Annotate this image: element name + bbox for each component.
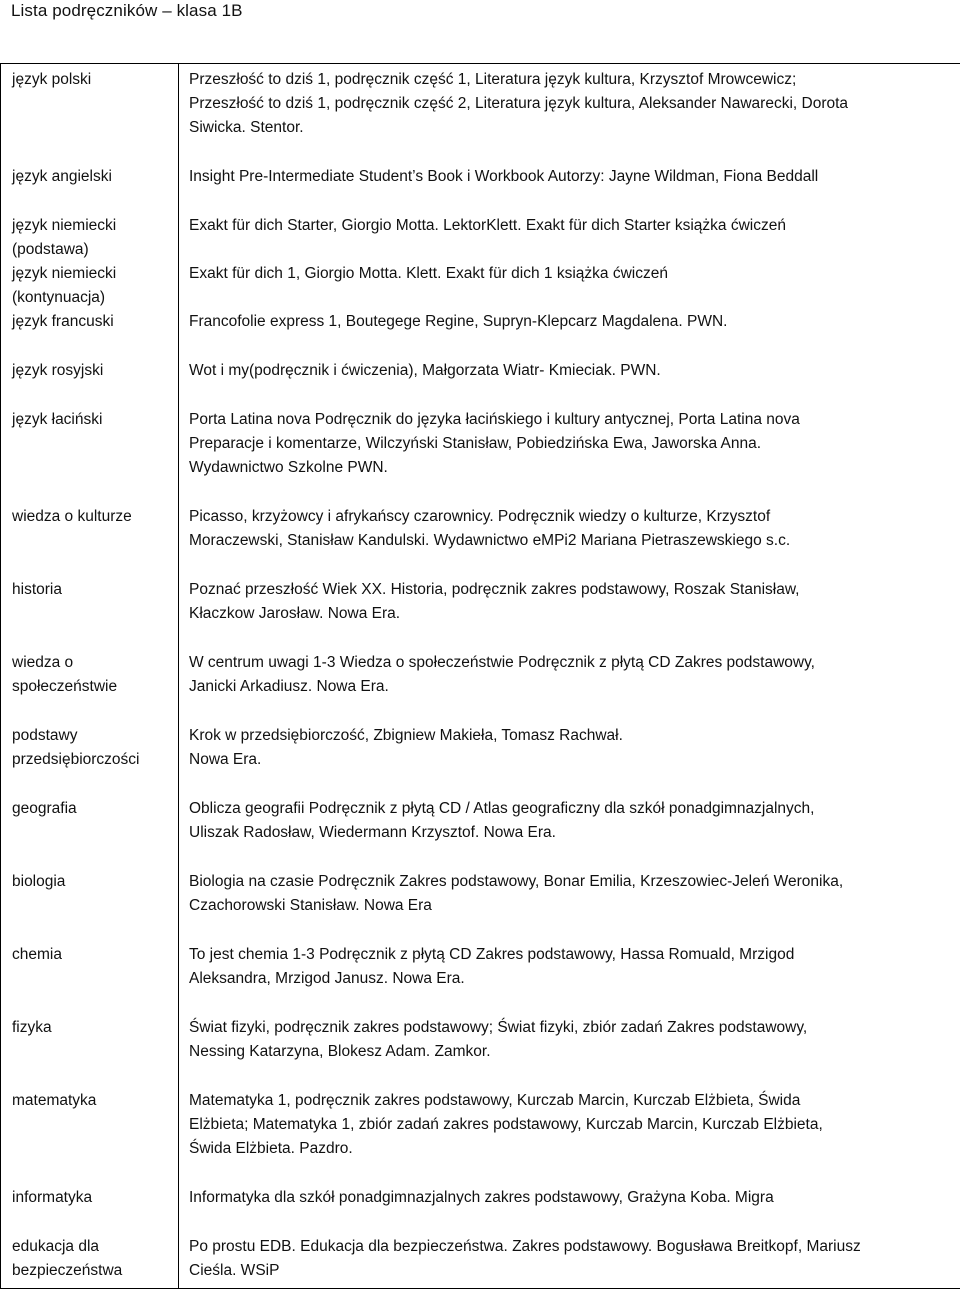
book-line: Czachorowski Stanisław. Nowa Era bbox=[189, 897, 432, 914]
book-line: Wot i my(podręcznik i ćwiczenia), Małgorzata Wiatr- Kmieciak. PWN. bbox=[189, 362, 661, 379]
books-cell bbox=[179, 505, 960, 578]
subject-label: język francuski bbox=[12, 313, 114, 330]
subject-cell bbox=[1, 408, 179, 505]
subject-cell bbox=[1, 1016, 179, 1089]
subject-cell bbox=[1, 943, 179, 1016]
table-row bbox=[1, 165, 960, 214]
subject-cell bbox=[1, 310, 179, 359]
table-row bbox=[1, 1186, 960, 1235]
books-cell bbox=[179, 1016, 960, 1089]
book-line: Siwicka. Stentor. bbox=[189, 119, 304, 136]
book-line: Elżbieta; Matematyka 1, zbiór zadań zakres podstawowy, Kurczab Marcin, Kurczab Elżbieta, bbox=[189, 1116, 823, 1133]
subject-label: matematyka bbox=[12, 1092, 97, 1109]
book-line: Kłaczkow Jarosław. Nowa Era. bbox=[189, 605, 401, 622]
subject-label: język angielski bbox=[12, 168, 112, 185]
book-line: Francofolie express 1, Boutegege Regine, Supryn-Klepcarz Magdalena. PWN. bbox=[189, 313, 728, 330]
subject-cell bbox=[1, 262, 179, 310]
book-line: Po prostu EDB. Edukacja dla bezpieczeństwa. Zakres podstawowy. Bogusława Breitkopf, Mariusz bbox=[189, 1238, 861, 1255]
books-cell bbox=[179, 359, 960, 408]
subject-label: społeczeństwie bbox=[12, 678, 118, 695]
subject-cell bbox=[1, 651, 179, 724]
subject-label: język rosyjski bbox=[12, 362, 104, 379]
subject-label: przedsiębiorczości bbox=[12, 751, 140, 768]
book-line: Krok w przedsiębiorczość, Zbigniew Makieła, Tomasz Rachwał. bbox=[189, 727, 623, 744]
subject-cell bbox=[1, 724, 179, 797]
books-cell bbox=[179, 262, 960, 310]
subject-label: edukacja dla bbox=[12, 1238, 100, 1255]
subject-label: język łaciński bbox=[12, 411, 103, 428]
book-line: Aleksandra, Mrzigod Janusz. Nowa Era. bbox=[189, 970, 465, 987]
books-cell bbox=[179, 578, 960, 651]
table-row bbox=[1, 310, 960, 359]
books-cell bbox=[179, 64, 960, 166]
subject-cell bbox=[1, 797, 179, 870]
table-row bbox=[1, 724, 960, 797]
book-line: Biologia na czasie Podręcznik Zakres podstawowy, Bonar Emilia, Krzeszowiec-Jeleń Weronika, bbox=[189, 873, 844, 890]
book-line: Przeszłość to dziś 1, podręcznik część 2, Literatura język kultura, Aleksander Nawarecki, Dorota bbox=[189, 95, 849, 112]
books-cell bbox=[179, 943, 960, 1016]
book-line: Nowa Era. bbox=[189, 751, 262, 768]
book-line: Matematyka 1, podręcznik zakres podstawowy, Kurczab Marcin, Kurczab Elżbieta, Świda bbox=[189, 1092, 801, 1109]
subject-label: bezpieczeństwa bbox=[12, 1262, 123, 1279]
book-line: To jest chemia 1-3 Podręcznik z płytą CD Zakres podstawowy, Hassa Romuald, Mrzigod bbox=[189, 946, 795, 963]
table-row bbox=[1, 64, 960, 166]
book-line: Poznać przeszłość Wiek XX. Historia, podręcznik zakres podstawowy, Roszak Stanisław, bbox=[189, 581, 800, 598]
subject-cell bbox=[1, 1186, 179, 1235]
book-line: Uliszak Radosław, Wiedermann Krzysztof. Nowa Era. bbox=[189, 824, 556, 841]
subject-cell bbox=[1, 359, 179, 408]
subject-cell bbox=[1, 165, 179, 214]
table-row bbox=[1, 262, 960, 310]
table-row bbox=[1, 578, 960, 651]
books-cell bbox=[179, 408, 960, 505]
subject-cell bbox=[1, 1089, 179, 1186]
table-row bbox=[1, 505, 960, 578]
book-line: Moraczewski, Stanisław Kandulski. Wydawnictwo eMPi2 Mariana Pietraszewskiego s.c. bbox=[189, 532, 791, 549]
table-row bbox=[1, 214, 960, 262]
book-line: W centrum uwagi 1-3 Wiedza o społeczeństwie Podręcznik z płytą CD Zakres podstawowy, bbox=[189, 654, 815, 671]
book-line: Oblicza geografii Podręcznik z płytą CD / Atlas geograficzny dla szkół ponadgimnazjalnych, bbox=[189, 800, 815, 817]
books-cell bbox=[179, 310, 960, 359]
book-line: Preparacje i komentarze, Wilczyński Stanisław, Pobiedzińska Ewa, Jaworska Anna. bbox=[189, 435, 762, 452]
subject-cell bbox=[1, 64, 179, 166]
subject-cell bbox=[1, 1235, 179, 1289]
book-line: Picasso, krzyżowcy i afrykańscy czarownicy. Podręcznik wiedzy o kulturze, Krzysztof bbox=[189, 508, 771, 525]
subject-label: język niemiecki bbox=[12, 265, 117, 282]
book-line: Exakt für dich 1, Giorgio Motta. Klett. Exakt für dich 1 książka ćwiczeń bbox=[189, 265, 668, 282]
textbook-table bbox=[0, 63, 960, 1289]
subject-label: język niemiecki bbox=[12, 217, 117, 234]
book-line: Nessing Katarzyna, Blokesz Adam. Zamkor. bbox=[189, 1043, 491, 1060]
subject-label: język polski bbox=[12, 71, 92, 88]
subject-label: biologia bbox=[12, 873, 66, 890]
book-line: Świat fizyki, podręcznik zakres podstawowy; Świat fizyki, zbiór zadań Zakres podstawowy, bbox=[189, 1019, 808, 1036]
subject-label: informatyka bbox=[12, 1189, 93, 1206]
book-line: Świda Elżbieta. Pazdro. bbox=[189, 1140, 353, 1157]
subject-label: geografia bbox=[12, 800, 77, 817]
subject-label: (kontynuacja) bbox=[12, 289, 106, 306]
table-row bbox=[1, 1016, 960, 1089]
table-row bbox=[1, 870, 960, 943]
book-line: Przeszłość to dziś 1, podręcznik część 1, Literatura język kultura, Krzysztof Mrowcewicz; bbox=[189, 71, 797, 88]
subject-label: podstawy bbox=[12, 727, 78, 744]
table-row bbox=[1, 408, 960, 505]
subject-label: fizyka bbox=[12, 1019, 52, 1036]
books-cell bbox=[179, 651, 960, 724]
document-title: Lista podręczników – klasa 1B bbox=[11, 1, 243, 20]
books-cell bbox=[179, 870, 960, 943]
books-cell bbox=[179, 214, 960, 262]
subject-cell bbox=[1, 214, 179, 262]
book-line: Porta Latina nova Podręcznik do języka łacińskiego i kultury antycznej, Porta Latina nova bbox=[189, 411, 800, 428]
book-line: Insight Pre-Intermediate Student’s Book i Workbook Autorzy: Jayne Wildman, Fiona Beddall bbox=[189, 168, 819, 185]
books-cell bbox=[179, 1186, 960, 1235]
table-row bbox=[1, 943, 960, 1016]
subject-cell bbox=[1, 578, 179, 651]
table-row bbox=[1, 651, 960, 724]
table-row bbox=[1, 797, 960, 870]
book-line: Wydawnictwo Szkolne PWN. bbox=[189, 459, 388, 476]
subject-label: chemia bbox=[12, 946, 62, 963]
subject-cell bbox=[1, 505, 179, 578]
subject-cell bbox=[1, 870, 179, 943]
books-cell bbox=[179, 797, 960, 870]
books-cell bbox=[179, 1235, 960, 1289]
book-line: Exakt für dich Starter, Giorgio Motta. LektorKlett. Exakt für dich Starter książka ćwiczeń bbox=[189, 217, 786, 234]
subject-label: wiedza o kulturze bbox=[12, 508, 132, 525]
books-cell bbox=[179, 724, 960, 797]
table-row bbox=[1, 359, 960, 408]
books-cell bbox=[179, 1089, 960, 1186]
table-row bbox=[1, 1089, 960, 1186]
subject-label: wiedza o bbox=[12, 654, 74, 671]
book-line: Janicki Arkadiusz. Nowa Era. bbox=[189, 678, 389, 695]
subject-label: (podstawa) bbox=[12, 241, 89, 258]
book-line: Cieśla. WSiP bbox=[189, 1262, 280, 1279]
book-line: Informatyka dla szkół ponadgimnazjalnych zakres podstawowy, Grażyna Koba. Migra bbox=[189, 1189, 774, 1206]
books-cell bbox=[179, 165, 960, 214]
subject-label: historia bbox=[12, 581, 62, 598]
table-row bbox=[1, 1235, 960, 1289]
